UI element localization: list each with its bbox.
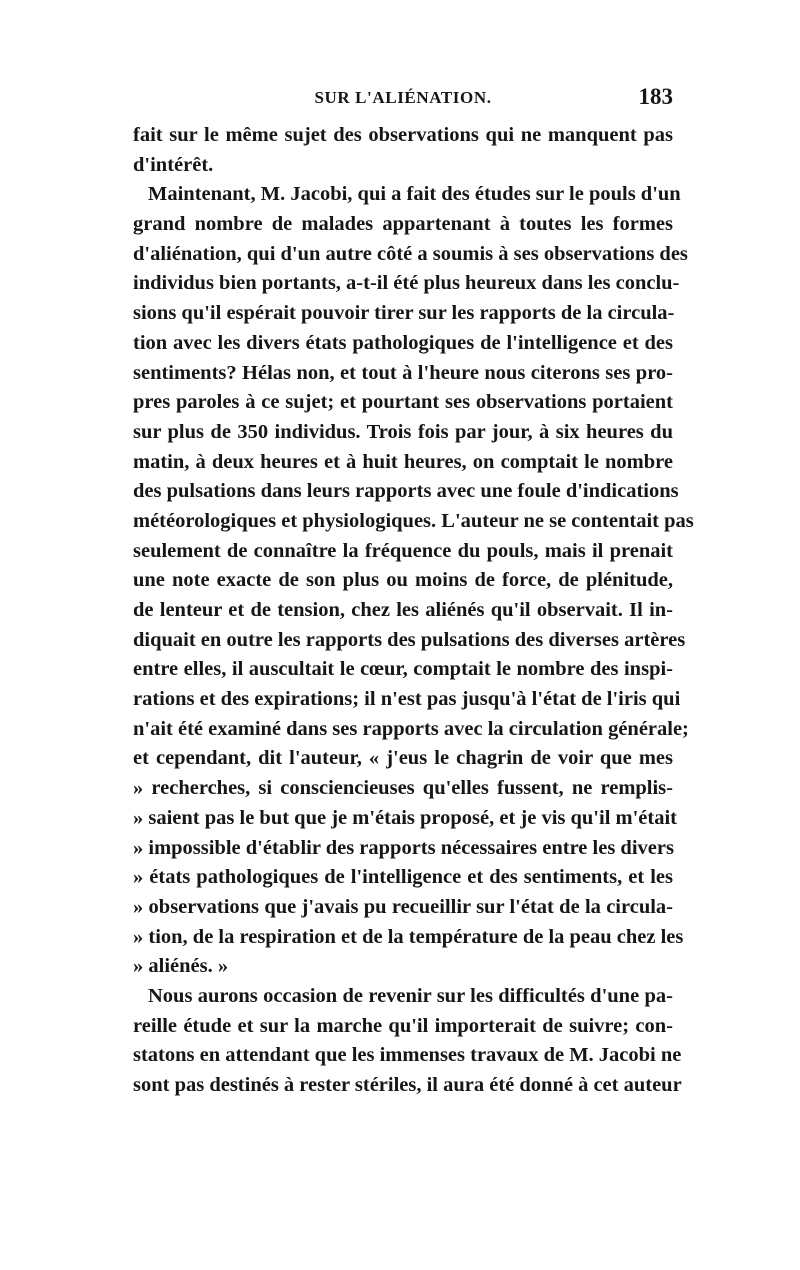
text-line: reille étude et sur la marche qu'il importerait de suivre; con- — [133, 1014, 673, 1037]
running-head — [133, 84, 673, 118]
text-line: sions qu'il espérait pouvoir tirer sur les rapports de la circula- — [133, 302, 675, 325]
text-line: rations et des expirations; il n'est pas jusqu'à l'état de l'iris qui — [133, 688, 681, 711]
text-line: » aliénés. » — [133, 955, 229, 978]
text-line: d'intérêt. — [133, 153, 214, 176]
body-text — [133, 121, 694, 1101]
text-line: grand nombre de malades appartenant à toutes les formes — [133, 213, 673, 236]
text-line: statons en attendant que les immenses travaux de M. Jacobi ne — [133, 1044, 682, 1067]
text-line: individus bien portants, a-t-il été plus heureux dans les conclu- — [133, 272, 680, 295]
text-line: Maintenant, M. Jacobi, qui a fait des études sur le pouls d'un — [148, 183, 681, 206]
text-line: entre elles, il auscultait le cœur, comptait le nombre des inspi- — [133, 658, 673, 681]
text-line: » états pathologiques de l'intelligence et des sentiments, et les — [133, 866, 673, 889]
text-line: matin, à deux heures et à huit heures, on comptait le nombre — [133, 450, 673, 473]
page-number: 183 — [638, 84, 673, 109]
text-line: sur plus de 350 individus. Trois fois par jour, à six heures du — [133, 420, 673, 443]
text-line: tion avec les divers états pathologiques de l'intelligence et des — [133, 331, 673, 354]
text-line: de lenteur et de tension, chez les aliénés qu'il observait. Il in- — [133, 599, 673, 621]
text-line: » impossible d'établir des rapports nécessaires entre les divers — [133, 836, 674, 859]
running-title: SUR L'ALIÉNATION. — [314, 88, 492, 107]
text-line: d'aliénation, qui d'un autre côté a soumis à ses observations des — [133, 242, 688, 265]
text-line: » recherches, si consciencieuses qu'elles fussent, ne remplis- — [133, 777, 673, 800]
text-line: » observations que j'avais pu recueillir sur l'état de la circula- — [133, 895, 673, 918]
text-line: des pulsations dans leurs rapports avec une foule d'indications — [133, 480, 679, 503]
text-line: météorologiques et physiologiques. L'auteur ne se contentait pas — [133, 509, 694, 532]
text-line: Nous aurons occasion de revenir sur les difficultés d'une pa- — [148, 984, 673, 1007]
text-line: sentiments? Hélas non, et tout à l'heure nous citerons ses pro- — [133, 361, 673, 384]
text-line: une note exacte de son plus ou moins de force, de plénitude, — [133, 569, 673, 592]
text-line: n'ait été examiné dans ses rapports avec la circulation générale; — [133, 717, 689, 740]
text-line: sont pas destinés à rester stériles, il aura été donné à cet auteur — [133, 1074, 682, 1096]
text-line: seulement de connaître la fréquence du pouls, mais il prenait — [133, 539, 673, 562]
text-line: fait sur le même sujet des observations qui ne manquent pas — [133, 124, 673, 146]
text-line: » saient pas le but que je m'étais proposé, et je vis qu'il m'était — [133, 806, 677, 829]
text-line: et cependant, dit l'auteur, « j'eus le chagrin de voir que mes — [133, 747, 673, 770]
text-line: diquait en outre les rapports des pulsations des diverses artères — [133, 628, 686, 651]
text-line: pres paroles à ce sujet; et pourtant ses observations portaient — [133, 391, 673, 414]
text-line: » tion, de la respiration et de la température de la peau chez les — [133, 925, 684, 948]
